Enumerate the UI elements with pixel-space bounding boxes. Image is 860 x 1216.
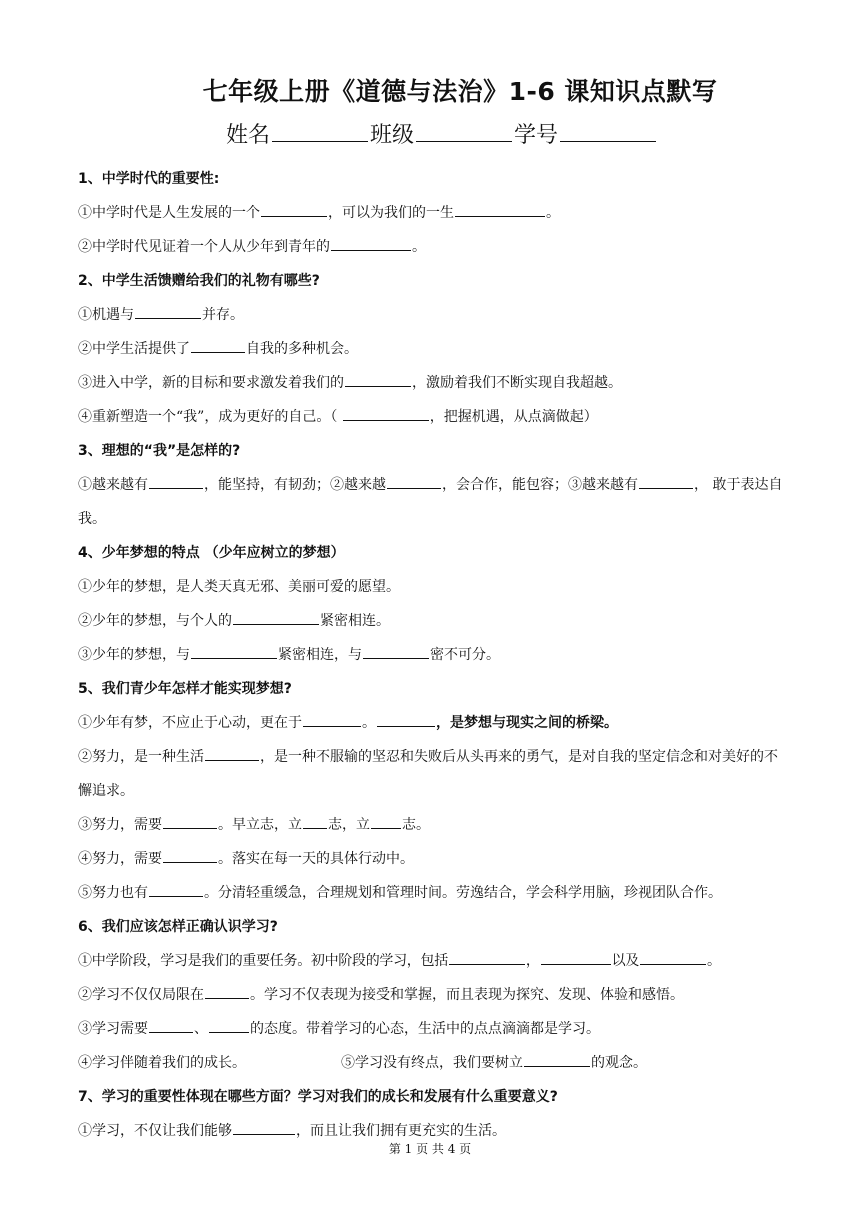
fill-blank[interactable] <box>149 1018 193 1033</box>
text: 。学习不仅表现为接受和掌握，而且表现为探究、发现、体验和感悟。 <box>250 987 684 1003</box>
question-2-item-4 <box>78 400 786 434</box>
question-3-item-1 <box>78 468 786 536</box>
question-5-item-3 <box>78 808 786 842</box>
fill-blank[interactable] <box>163 848 217 863</box>
question-6-heading: 6、我们应该怎样正确认识学习? <box>78 919 278 935</box>
fill-blank[interactable] <box>191 644 277 659</box>
text: ，是一种不服输的坚忍和失败后从头再来的勇气，是对自我的坚定信念和对美好的不懈追求。 <box>78 749 778 799</box>
fill-blank[interactable] <box>233 610 319 625</box>
text: 、 <box>194 1021 208 1037</box>
name-blank[interactable] <box>272 121 368 142</box>
fill-blank[interactable] <box>455 202 545 217</box>
text: 的观念。 <box>591 1055 647 1071</box>
text: 。 <box>412 239 426 255</box>
fill-blank[interactable] <box>387 474 441 489</box>
question-7-heading: 7、学习的重要性体现在哪些方面？学习对我们的成长和发展有什么重要意义? <box>78 1089 558 1105</box>
number-label: 学号 <box>514 123 559 148</box>
question-6-item-1 <box>78 944 786 978</box>
text: 。落实在每一天的具体行动中。 <box>218 851 414 867</box>
page-footer: 第 1 页 共 4 页 <box>388 1142 472 1156</box>
question-5-item-4 <box>78 842 786 876</box>
fill-blank[interactable] <box>163 814 217 829</box>
question-4-item-1: ①少年的梦想，是人类天真无邪、美丽可爱的愿望。 <box>78 579 400 595</box>
text: 。分清轻重缓急，合理规划和管理时间。劳逸结合，学会科学用脑，珍视团队合作。 <box>204 885 722 901</box>
text: 。 <box>362 715 376 731</box>
fill-blank[interactable] <box>261 202 327 217</box>
question-4-item-2 <box>78 604 786 638</box>
question-5-item-5 <box>78 876 786 910</box>
text: ， 敢于表达自我。 <box>78 477 783 527</box>
text: ①中学时代是人生发展的一个 <box>78 205 260 221</box>
question-5-heading: 5、我们青少年怎样才能实现梦想? <box>78 681 292 697</box>
text: 紧密相连，与 <box>278 647 362 663</box>
fill-blank[interactable] <box>343 406 429 421</box>
fill-blank[interactable] <box>541 950 611 965</box>
question-5-item-2 <box>78 740 786 808</box>
text: 。早立志，立 <box>218 817 302 833</box>
text: ④重新塑造一个“我”，成为更好的自己。（ <box>78 409 342 425</box>
text: ，会合作，能包容；③越来越有 <box>442 477 638 493</box>
text: ，把握机遇，从点滴做起） <box>429 409 598 425</box>
text: ，激励着我们不断实现自我超越。 <box>412 375 622 391</box>
class-blank[interactable] <box>416 121 512 142</box>
fill-blank[interactable] <box>205 746 259 761</box>
text: 紧密相连。 <box>320 613 390 629</box>
text: ②努力，是一种生活 <box>78 749 204 765</box>
question-1-item-1 <box>78 196 786 230</box>
text: ，是梦想与现实之间的桥梁。 <box>436 715 618 731</box>
text: ①少年有梦，不应止于心动，更在于 <box>78 715 302 731</box>
text: ②少年的梦想，与个人的 <box>78 613 232 629</box>
fill-blank[interactable] <box>377 712 435 727</box>
question-1-item-2 <box>78 230 786 264</box>
text: ③努力，需要 <box>78 817 162 833</box>
text: 志，立 <box>328 817 370 833</box>
fill-blank[interactable] <box>371 814 401 829</box>
text: ，可以为我们的一生 <box>328 205 454 221</box>
fill-blank[interactable] <box>303 712 361 727</box>
question-6-item-3 <box>78 1012 786 1046</box>
question-2-item-2 <box>78 332 786 366</box>
text: ①越来越有 <box>78 477 148 493</box>
fill-blank[interactable] <box>135 304 201 319</box>
text: ①机遇与 <box>78 307 134 323</box>
text: ， <box>525 953 540 969</box>
fill-blank[interactable] <box>205 984 249 999</box>
fill-blank[interactable] <box>345 372 411 387</box>
question-6-item-4 <box>78 1046 786 1080</box>
question-2-item-1 <box>78 298 786 332</box>
question-4-item-3 <box>78 638 786 672</box>
text: ⑤学习没有终点，我们要树立 <box>341 1055 523 1071</box>
text: 的态度。带着学习的心态，生活中的点点滴滴都是学习。 <box>250 1021 600 1037</box>
text: ③学习需要 <box>78 1021 148 1037</box>
fill-blank[interactable] <box>524 1052 590 1067</box>
text: ③少年的梦想，与 <box>78 647 190 663</box>
fill-blank[interactable] <box>233 1120 295 1135</box>
text: 以及 <box>611 953 640 969</box>
text: ④努力，需要 <box>78 851 162 867</box>
text: ④学习伴随着我们的成长。 <box>78 1055 246 1071</box>
text: 并存。 <box>202 307 244 323</box>
fill-blank[interactable] <box>209 1018 249 1033</box>
question-5-item-1 <box>78 706 786 740</box>
text: ，而且让我们拥有更充实的生活。 <box>296 1123 506 1139</box>
text: ③进入中学，新的目标和要求激发着我们的 <box>78 375 344 391</box>
fill-blank[interactable] <box>640 950 706 965</box>
fill-blank[interactable] <box>191 338 245 353</box>
fill-blank[interactable] <box>149 474 203 489</box>
question-1-heading: 1、中学时代的重要性: <box>78 171 220 187</box>
text: 。 <box>707 953 721 969</box>
fill-blank[interactable] <box>149 882 203 897</box>
text: ②中学生活提供了 <box>78 341 190 357</box>
question-6-item-2 <box>78 978 786 1012</box>
question-4-heading: 4、少年梦想的特点 （少年应树立的梦想） <box>78 545 345 561</box>
text: ②中学时代见证着一个人从少年到青年的 <box>78 239 330 255</box>
class-label: 班级 <box>369 123 414 148</box>
student-info-line <box>0 118 860 154</box>
question-2-heading: 2、中学生活馈赠给我们的礼物有哪些? <box>78 273 320 289</box>
question-list <box>78 162 786 1148</box>
text: ，能坚持，有韧劲；②越来越 <box>204 477 386 493</box>
fill-blank[interactable] <box>363 644 429 659</box>
question-3-heading: 3、理想的“我”是怎样的? <box>78 443 241 459</box>
text: 志。 <box>402 817 430 833</box>
text: 。 <box>546 205 560 221</box>
fill-blank[interactable] <box>449 950 525 965</box>
question-2-item-3 <box>78 366 786 400</box>
text: ①中学阶段，学习是我们的重要任务。初中阶段的学习，包括 <box>78 953 448 969</box>
text: ⑤努力也有 <box>78 885 148 901</box>
number-blank[interactable] <box>560 121 656 142</box>
text: 自我的多种机会。 <box>246 341 358 357</box>
fill-blank[interactable] <box>639 474 693 489</box>
document-title: 七年级上册《道德与法治》1-6 课知识点默写 <box>202 77 718 106</box>
name-label: 姓名 <box>225 123 270 148</box>
fill-blank[interactable] <box>303 814 327 829</box>
text: ①学习，不仅让我们能够 <box>78 1123 232 1139</box>
text: ②学习不仅仅局限在 <box>78 987 204 1003</box>
text: 密不可分。 <box>430 647 500 663</box>
fill-blank[interactable] <box>331 236 411 251</box>
